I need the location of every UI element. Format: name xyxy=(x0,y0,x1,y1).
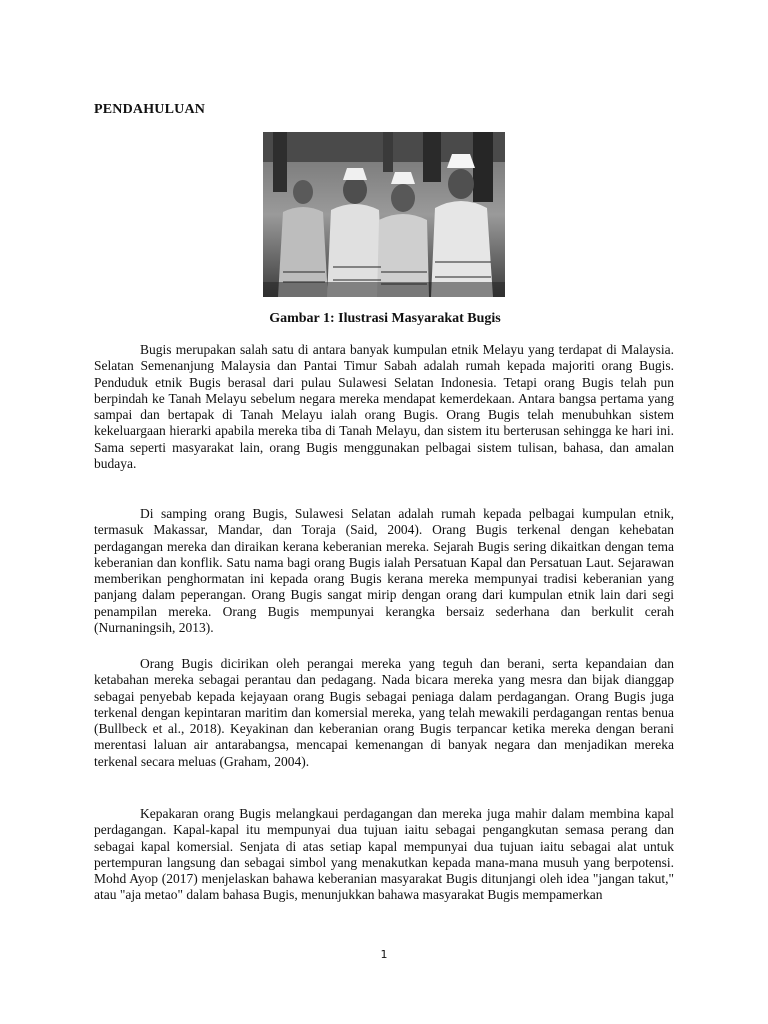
bugis-photo xyxy=(263,132,505,297)
paragraph: Orang Bugis dicirikan oleh perangai mereka yang teguh dan berani, serta kepandaian dan ketabahan mereka sebagai perantau dan pedagang. Nada bicara mereka yang mesra dan bijak dianggap sebagai penyebab kepada kejayaan orang Bugis sebagai peniaga dalam perdagangan. Orang Bugis juga terkenal dengan kepintaran maritim dan komersial mereka, yang telah mewakili perdagangan rentas benua (Bullbeck et al., 2018). Keyakinan dan keberanian orang Bugis terpancar ketika mereka dengan berani merentasi laluan air antarabangsa, mencapai kemenangan di banyak negara dan menjadikan mereka terkenal secara meluas (Graham, 2004). xyxy=(94,656,674,769)
page-number: 1 xyxy=(380,948,388,961)
paragraph: Kepakaran orang Bugis melangkaui perdagangan dan mereka juga mahir dalam membina kapal perdagangan. Kapal-kapal itu mempunyai dua tujuan iaitu sebagai pengangkutan semasa perang dan sebagai kapal komersial. Senjata di atas setiap kapal mempunyai dua tujuan iaitu sebagai alat untuk pertempuran langsung dan sebagai simbol yang menakutkan kepada mana-mana musuh yang berpotensi. Mohd Ayop (2017) menjelaskan bahawa keberanian masyarakat Bugis ditunjangi oleh idea "jangan takut," atau "aja metao" dalam bahasa Bugis, menunjukkan bahawa masyarakat Bugis mempamerkan xyxy=(94,806,674,903)
paragraph: Bugis merupakan salah satu di antara banyak kumpulan etnik Melayu yang terdapat di Malaysia. Selatan Semenanjung Malaysia dan Pantai Timur Sabah adalah rumah kepada majoriti orang Bugis. Penduduk etnik Bugis berasal dari pulau Sulawesi Selatan Indonesia. Tetapi orang Bugis telah pun berpindah ke Tanah Melayu sebelum negara mereka mendapat kemerdekaan. Antara bangsa pertama yang sampai dan bertapak di Tanah Melayu ialah orang Bugis. Orang Bugis telah menubuhkan sistem kekeluargaan hierarki apabila mereka tiba di Tanah Melayu, dan sistem itu berterusan sehingga ke hari ini. Sama seperti masyarakat lain, orang Bugis menggunakan pelbagai sistem tulisan, bahasa, dan amalan budaya. xyxy=(94,342,674,472)
paragraph: Di samping orang Bugis, Sulawesi Selatan adalah rumah kepada pelbagai kumpulan etnik, termasuk Makassar, Mandar, dan Toraja (Said, 2004). Orang Bugis terkenal dengan kehebatan perdagangan mereka dan diraikan kerana keberanian mereka. Sejarah Bugis sering dikaitkan dengan tema keberanian dan konflik. Satu nama bagi orang Bugis ialah Persatuan Kapal dan Persatuan Laut. Sejarawan memberikan penghormatan ini kepada orang Bugis kerana mereka mempunyai tradisi keberanian yang panjang dalam peperangan. Orang Bugis sangat mirip dengan orang dari kumpulan etnik lain dari segi penampilan mereka. Orang Bugis mempunyai kerangka bersaiz sederhana dan berkulit cerah (Nurnaningsih, 2013). xyxy=(94,506,674,636)
section-heading: PENDAHULUAN xyxy=(94,102,206,117)
figure-caption: Gambar 1: Ilustrasi Masyarakat Bugis xyxy=(269,311,501,326)
